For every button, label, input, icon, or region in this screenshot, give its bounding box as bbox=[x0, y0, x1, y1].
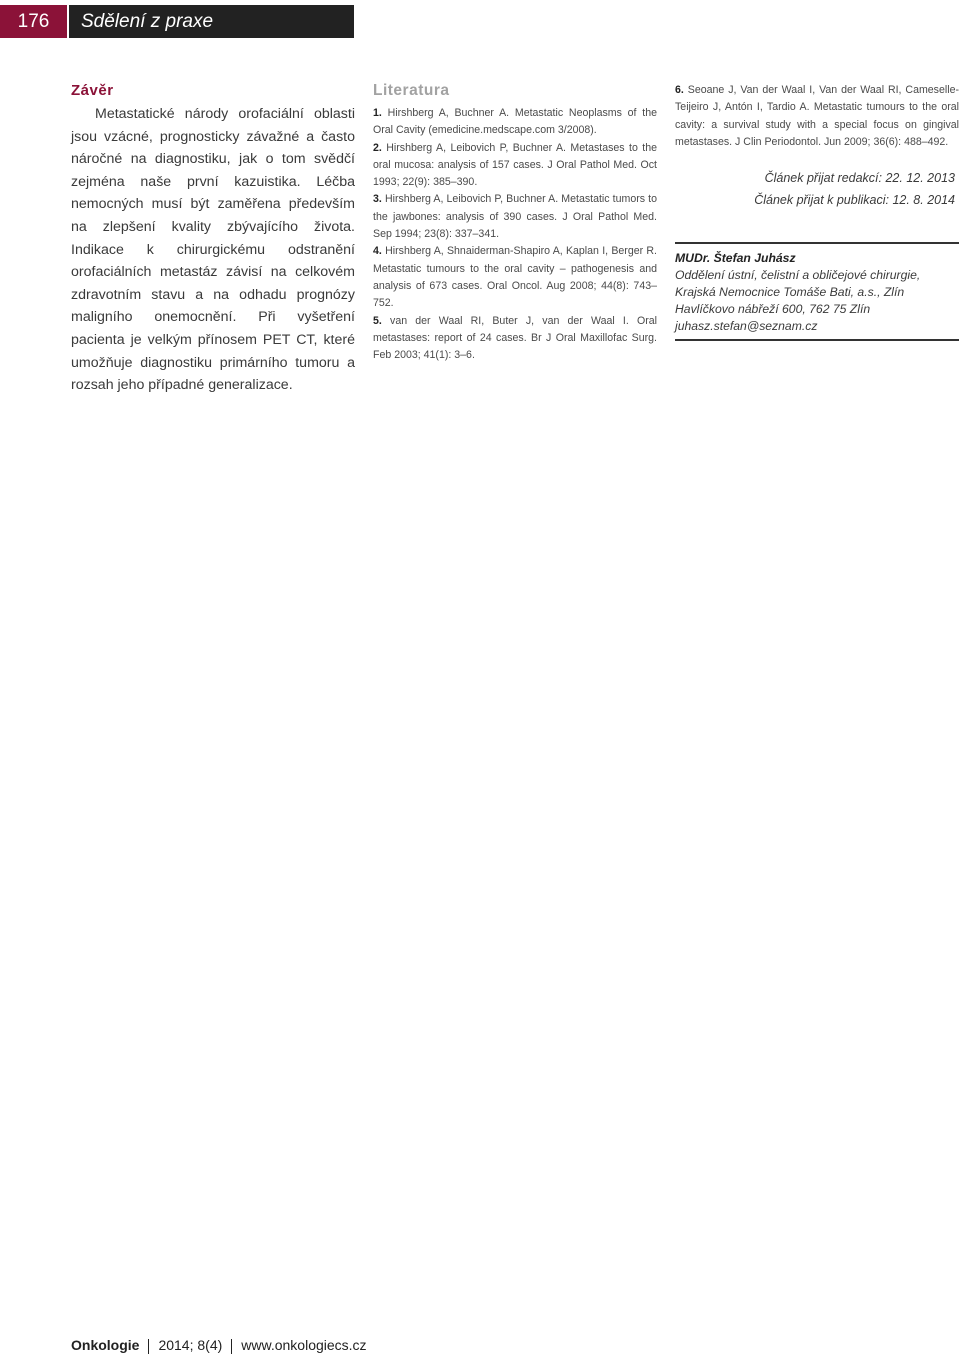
conclusion-column bbox=[71, 82, 355, 397]
page-footer bbox=[71, 1337, 367, 1354]
reference-item bbox=[373, 105, 657, 140]
conclusion-heading: Závěr bbox=[71, 82, 114, 99]
conclusion-text: Metastatické národy orofaciální oblasti jsou vzácné, prognosticky závažné a často náročné na diagnostiku, jak o tom svědčí zejména naše první kazuistika. Léčba nemocných musí být zaměřena především na zlepšení kvality zbývajícího života. Indikace k chirurgickému odstranění orofaciálních metastáz závisí na celkovém zdravotním stavu a na odhadu prognózy maligního onemocnění. Při vyšetření pacienta je velkým přínosem PET CT, které umožňuje diagnostiku primárního tumoru a rozsah jeho případné generalizace. bbox=[71, 106, 355, 394]
reference-item bbox=[675, 82, 959, 151]
reference-text: Hirshberg A, Leibovich P, Buchner A. Metastases to the oral mucosa: analysis of 157 cases. J Oral Pathol Med. Oct 1993; 22(9): 385–390. bbox=[373, 141, 657, 189]
reference-number: 5. bbox=[373, 314, 382, 327]
reference-item bbox=[373, 191, 657, 243]
footer-divider bbox=[231, 1339, 232, 1354]
reference-number: 3. bbox=[373, 193, 382, 206]
reference-text: Seoane J, Van der Waal I, Van der Waal RI, Cameselle-Teijeiro J, Antón I, Tardio A. Metastatic tumours to the oral cavity: a survival study with a special focus on gingival metastases. J Clin Periodontol. Jun 2009; 36(6): 488–492. bbox=[675, 84, 959, 148]
reference-text: Hirshberg A, Shnaiderman-Shapiro A, Kaplan I, Berger R. Metastatic tumours to the oral cavity – pathogenesis and analysis of 673 cases. Oral Oncol. Aug 2008; 44(8): 743–752. bbox=[373, 245, 657, 310]
page-number: 176 bbox=[0, 5, 67, 38]
accepted-date: Článek přijat k publikaci: 12. 8. 2014 bbox=[754, 193, 955, 208]
reference-text: Hirshberg A, Leibovich P, Buchner A. Metastatic tumors to the jawbones: analysis of 390 cases. J Oral Pathol Med. Sep 1994; 23(8): 337–341. bbox=[373, 193, 657, 241]
reference-item bbox=[373, 140, 657, 192]
page-header bbox=[0, 5, 354, 38]
reference-number: 2. bbox=[373, 141, 382, 154]
reference-item bbox=[373, 313, 657, 365]
reference-number: 1. bbox=[373, 107, 382, 119]
reference-item bbox=[373, 243, 657, 312]
reference-number: 4. bbox=[373, 245, 382, 258]
received-date: Článek přijat redakcí: 22. 12. 2013 bbox=[764, 171, 955, 186]
references-heading: Literatura bbox=[373, 82, 450, 99]
journal-website[interactable]: www.onkologiecs.cz bbox=[241, 1337, 367, 1353]
author-name: MUDr. Štefan Juhász bbox=[675, 251, 796, 266]
reference-text: Hirshberg A, Buchner A. Metastatic Neoplasms of the Oral Cavity (emedicine.medscape.com 3/2008). bbox=[373, 107, 657, 137]
journal-issue: 2014; 8(4) bbox=[158, 1337, 223, 1353]
author-address: Havlíčkovo nábřeží 600, 762 75 Zlín bbox=[675, 302, 871, 317]
journal-name: Onkologie bbox=[71, 1337, 140, 1353]
article-dates bbox=[675, 167, 959, 211]
author-department: Oddělení ústní, čelistní a obličejové chirurgie, bbox=[675, 268, 921, 283]
footer-divider bbox=[148, 1339, 149, 1354]
author-email[interactable]: juhasz.stefan@seznam.cz bbox=[675, 319, 818, 334]
conclusion-paragraph bbox=[71, 103, 355, 397]
reference-text: van der Waal RI, Buter J, van der Waal I. Oral metastases: report of 24 cases. Br J Oral Maxillofac Surg. Feb 2003; 41(1): 3–6. bbox=[373, 314, 657, 362]
right-column bbox=[675, 82, 959, 341]
reference-number: 6. bbox=[675, 84, 684, 96]
section-title: Sdělení z praxe bbox=[69, 5, 354, 38]
references-column bbox=[373, 82, 657, 364]
author-hospital: Krajská Nemocnice Tomáše Bati, a.s., Zlín bbox=[675, 285, 905, 300]
author-contact bbox=[675, 242, 959, 341]
